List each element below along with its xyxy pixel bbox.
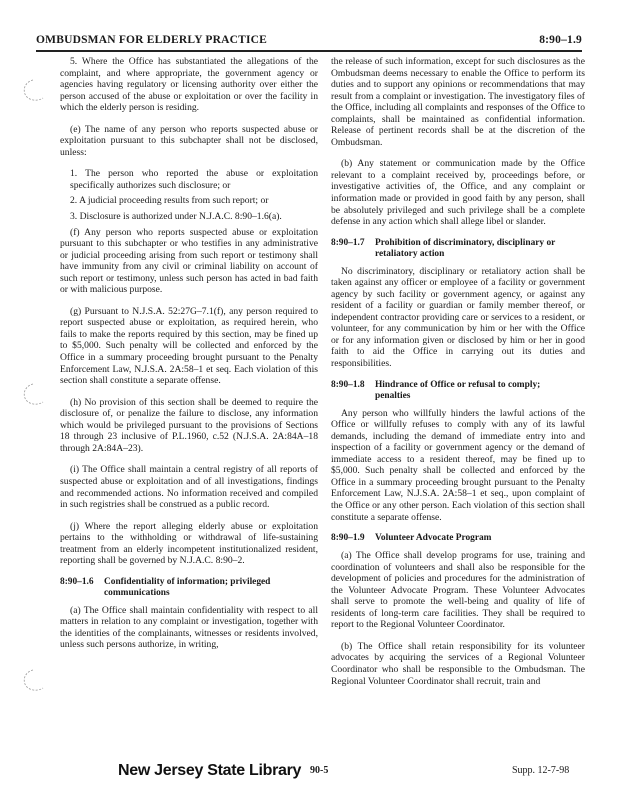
header-title: OMBUDSMAN FOR ELDERLY PRACTICE [36, 34, 268, 46]
section-title-continued: retaliatory action [375, 248, 445, 259]
paragraph: (i) The Office shall maintain a central registry of all reports of suspected abuse or exploitation and of all investigations, findings and recommended actions. No information received and compiled in such registries shall be construed as a public record. [60, 464, 318, 511]
paragraph: (a) The Office shall maintain confidentiality with respect to all matters in relation to any complaint or investigation, together with the identities of the complainants, witnesses or residents involved, unless such persons authorize, in writing, [60, 604, 318, 651]
section-title-continued: penalties [375, 390, 411, 401]
paragraph: Any person who willfully hinders the lawful actions of the Office or willfully refuses to comply with any of its lawful demands, including the demand of immediate entry into and inspection of a facility or government agency or the demand of immediate access to a resident thereof, may be fined up to $5,000. Such penalty shall be collected and enforced by the Office in a summary proceeding brought pursuant to the Penalty Enforcement Law, N.J.S.A. 2A:58–1 et seq., upon complaint of the Office or any other person. Each violation of this section shall constitute a separate offense. [331, 407, 585, 523]
paragraph: (g) Pursuant to N.J.S.A. 52:27G–7.1(f), any person required to report suspected abuse or exploitation, as required herein, who fails to make the reports required by this section, may be fined up to $5,000. Such penalty will be collected and enforced by the Office in a summary proceeding brought pursuant to the Penalty Enforcement Law, N.J.S.A. 2A:58–1 et seq. Each violation of this section shall constitute a separate offense. [60, 305, 318, 387]
paragraph: 5. Where the Office has substantiated the allegations of the complaint, and where appropriate, the government agency or agencies having regulatory or licensing authority over either the person accused of the abuse or exploitation or over the facility in which the elderly person is residing. [60, 56, 318, 114]
section-title: Volunteer Advocate Program [375, 533, 492, 544]
section-number: 8:90–1.7 [331, 237, 365, 248]
list-item: 3. Disclosure is authorized under N.J.A.C. 8:90–1.6(a). [70, 211, 282, 223]
library-stamp: New Jersey State Library [118, 762, 302, 779]
paragraph: (a) The Office shall develop programs for use, training and coordination of volunteers and shall also be responsible for the development of policies and procedures for the administration of the Volunteer Advocate Program. These Volunteer Advocates shall serve to promote the well-being and quality of life of residents of long-term care facilities. They shall be required to report to the Regional Volunteer Coordinator. [331, 550, 585, 631]
supplement-date: Supp. 12-7-98 [512, 765, 570, 776]
section-title: Hindrance of Office or refusal to comply; [375, 379, 541, 390]
section-number: 8:90–1.6 [60, 576, 94, 587]
punch-mark-icon [19, 668, 47, 694]
list-item: 1. The person who reported the abuse or exploitation specifically authorizes such disclosure; or [70, 168, 318, 191]
header-section-range: 8:90–1.9 [539, 34, 582, 46]
paragraph: (f) Any person who reports suspected abuse or exploitation pursuant to this subchapter or who testifies in any administrative or judicial proceeding arising from such report or testimony shall have immunity from any civil or criminal liability on account of such report or testimony, unless such person has acted in bad faith or with malicious purpose. [60, 226, 318, 296]
section-heading [331, 380, 585, 402]
page-number: 90-5 [310, 765, 329, 776]
paragraph: (h) No provision of this section shall be deemed to require the disclosure of, or penalize the failure to disclose, any information which would be privileged pursuant to the provisions of Sections 18 through 23 inclusive of P.L.1960, c.52 (N.J.S.A. 2A:84A–18 through 2A:84A–23). [60, 396, 318, 454]
paragraph: No discriminatory, disciplinary or retaliatory action shall be taken against any officer or employee of a facility or government agency by such facility or government agency, or against any resident of a facility or guardian or family member thereof, or independent contractor providing care or services to a resident, or volunteer, for any communication by him or her with the Office or for any information given or disclosed by him or her in good faith to aid the Office in carrying out its duties and responsibilities. [331, 265, 585, 370]
page-footer [0, 762, 618, 786]
punch-mark-icon [19, 78, 47, 104]
list-item: 2. A judicial proceeding results from such report; or [70, 195, 269, 207]
right-text-column [331, 56, 585, 697]
section-heading [60, 577, 318, 599]
paragraph: (j) Where the report alleging elderly abuse or exploitation pertains to the withholding or withdrawal of life-sustaining treatment from an elderly incompetent institutionalized resident, reporting shall be governed by N.J.A.C. 8:90–2. [60, 520, 318, 567]
section-number: 8:90–1.9 [331, 533, 365, 544]
paragraph: the release of such information, except for such disclosures as the Ombudsman deems necessary to enable the Office to perform its duties and to support any opinions or recommendations that may result from a complaint or investigation. The investigatory files of the Office, including all complaints and responses of the Office to complaints, shall be maintained as confidential information. Release of pertinent records shall be at the discretion of the Ombudsman. [331, 56, 585, 148]
section-heading [331, 238, 585, 260]
header-rule [36, 50, 582, 52]
paragraph: (b) The Office shall retain responsibility for its volunteer advocates by acquiring the services of a Regional Volunteer Coordinator who shall be responsible to the Ombudsman. The Regional Volunteer Coordinator shall recruit, train and [331, 640, 585, 687]
section-heading [331, 533, 585, 544]
paragraph: (e) The name of any person who reports suspected abuse or exploitation pursuant to this subchapter shall not be disclosed, unless: [60, 123, 318, 158]
section-title: Prohibition of discriminatory, disciplinary or [375, 237, 556, 248]
left-text-column [60, 56, 318, 661]
section-number: 8:90–1.8 [331, 379, 365, 390]
section-title-continued: communications [104, 587, 170, 598]
paragraph: (b) Any statement or communication made by the Office relevant to a complaint received by, proceedings before, or investigative activities of, the Office, and any complaint or information made or provided in good faith by any person, shall be absolutely privileged and such privilege shall be a complete defense in any action which shall allege libel or slander. [331, 158, 585, 228]
section-title: Confidentiality of information; privileged [104, 576, 271, 587]
punch-mark-icon [19, 382, 47, 408]
